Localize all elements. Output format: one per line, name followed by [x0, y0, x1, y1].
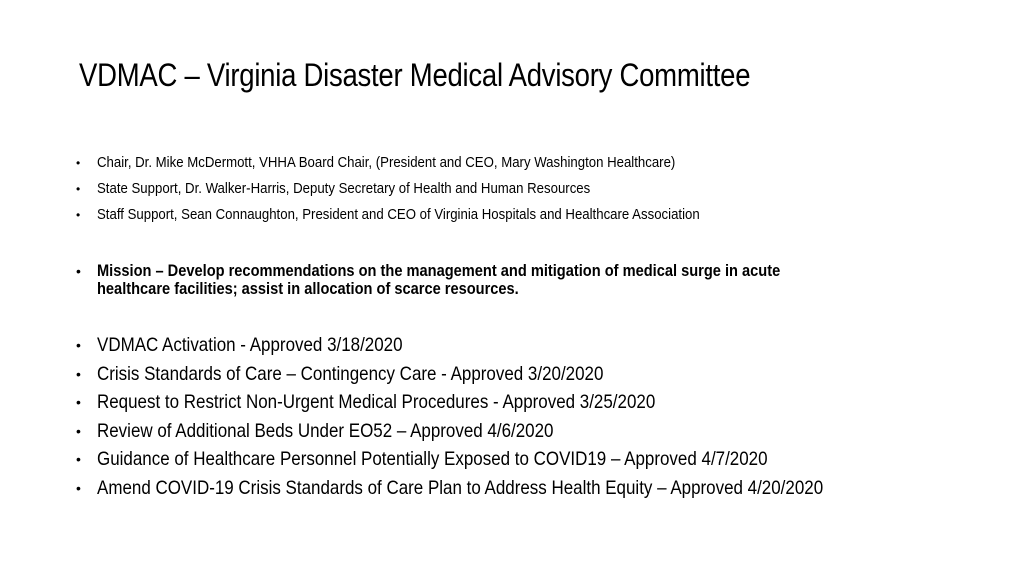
bullet-icon: •	[76, 451, 81, 467]
approval-text: VDMAC Activation - Approved 3/18/2020	[97, 334, 403, 356]
bullet-icon: •	[76, 182, 81, 196]
bullet-icon: •	[76, 394, 81, 410]
approval-text: Review of Additional Beds Under EO52 – Approved 4/6/2020	[97, 420, 554, 442]
approval-text: Amend COVID-19 Crisis Standards of Care Plan to Address Health Equity – Approved 4/20/2020	[97, 477, 824, 499]
bullet-icon: •	[76, 480, 81, 496]
slide-title: VDMAC – Virginia Disaster Medical Advisory Committee	[79, 57, 751, 93]
bullet-icon: •	[76, 423, 81, 439]
approval-text: Request to Restrict Non-Urgent Medical Procedures - Approved 3/25/2020	[97, 391, 656, 413]
bullet-icon: •	[76, 208, 81, 222]
mission-text-line1: Mission – Develop recommendations on the management and mitigation of medical surge in acute	[97, 261, 781, 280]
bullet-icon: •	[76, 263, 81, 279]
approval-text: Crisis Standards of Care – Contingency Care - Approved 3/20/2020	[97, 363, 604, 385]
approval-text: Guidance of Healthcare Personnel Potentially Exposed to COVID19 – Approved 4/7/2020	[97, 448, 768, 470]
bullet-icon: •	[76, 156, 81, 170]
bullet-text: Staff Support, Sean Connaughton, President and CEO of Virginia Hospitals and Healthcare Association	[97, 206, 700, 223]
bullet-text: State Support, Dr. Walker-Harris, Deputy Secretary of Health and Human Resources	[97, 180, 591, 197]
bullet-icon: •	[76, 366, 81, 382]
bullet-icon: •	[76, 337, 81, 353]
bullet-text: Chair, Dr. Mike McDermott, VHHA Board Chair, (President and CEO, Mary Washington Healthcare)	[97, 154, 676, 171]
mission-text-line2: healthcare facilities; assist in allocation of scarce resources.	[97, 279, 519, 298]
